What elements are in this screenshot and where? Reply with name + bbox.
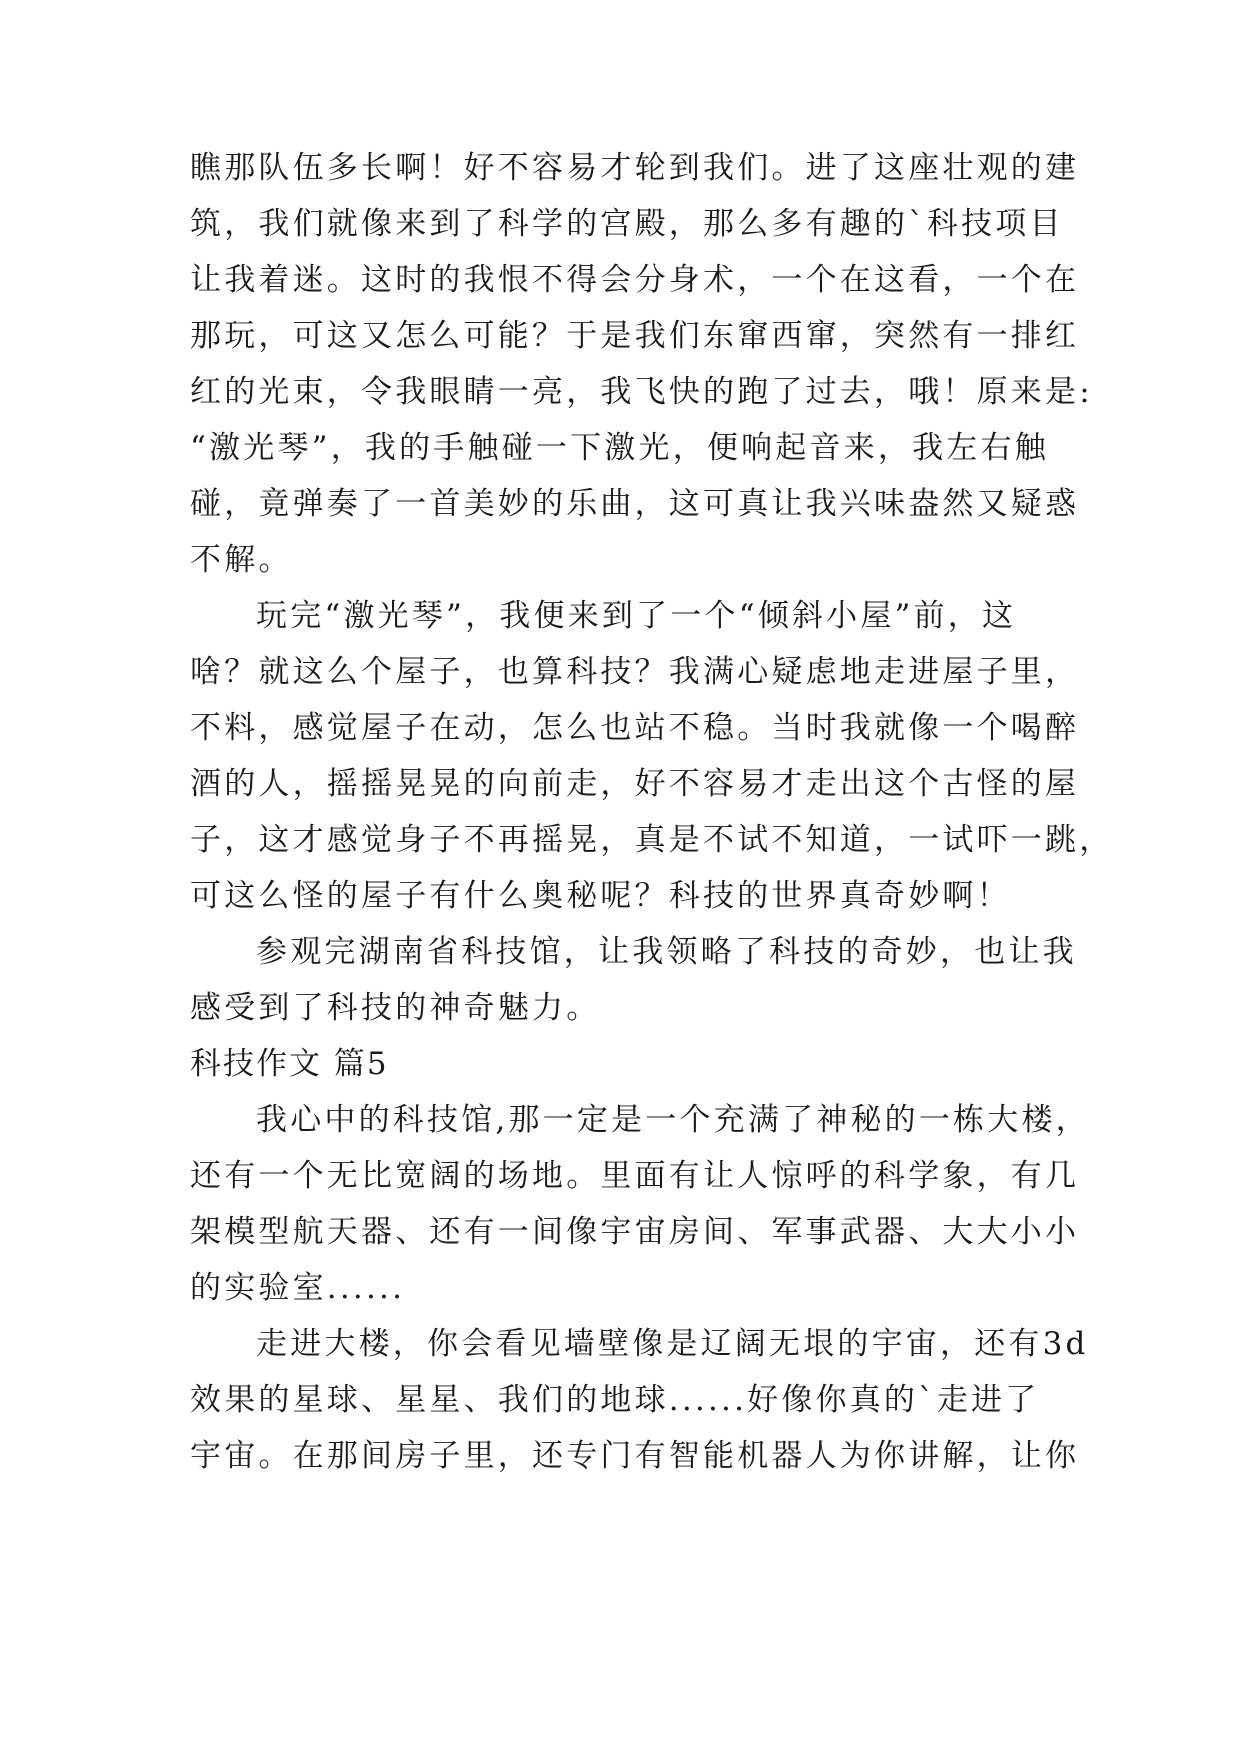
text-line: 酒的人，摇摇晃晃的向前走，好不容易才走出这个古怪的屋 [190, 766, 1080, 802]
text-line: 让我着迷。这时的我恨不得会分身术，一个在这看，一个在 [190, 262, 1080, 298]
text-line: 红的光束，令我眼睛一亮，我飞快的跑了过去，哦！原来是: [190, 374, 1093, 410]
text-line: 玩完“激光琴”，我便来到了一个“倾斜小屋”前，这 [256, 598, 1017, 634]
text-line: 效果的星球、星星、我们的地球......好像你真的`走进了 [190, 1382, 1040, 1418]
text-line: 参观完湖南省科技馆，让我领略了科技的奇妙，也让我 [256, 934, 1077, 970]
text-line: 的实验室...... [190, 1270, 406, 1306]
section-heading: 科技作文 篇5 [190, 1046, 389, 1082]
text-line: “激光琴”，我的手触碰一下激光，便响起音来，我左右触 [190, 430, 1049, 466]
text-line: 宇宙。在那间房子里，还专门有智能机器人为你讲解，让你 [190, 1438, 1080, 1474]
text-line: 可这么怪的屋子有什么奥秘呢？科技的世界真奇妙啊！ [190, 878, 1011, 914]
text-line: 子，这才感觉身子不再摇晃，真是不试不知道，一试吓一跳， [190, 822, 1114, 858]
text-line: 那玩，可这又怎么可能？于是我们东窜西窜，突然有一排红 [190, 318, 1080, 354]
text-line: 感受到了科技的神奇魅力。 [190, 990, 601, 1026]
text-line: 碰，竟弹奏了一首美妙的乐曲，这可真让我兴味盎然又疑惑 [190, 486, 1080, 522]
text-line: 走进大楼，你会看见墙壁像是辽阔无垠的宇宙，还有3d [256, 1326, 1089, 1362]
text-line: 还有一个无比宽阔的场地。里面有让人惊呼的科学象，有几 [190, 1158, 1080, 1194]
text-line: 筑，我们就像来到了科学的宫殿，那么多有趣的`科技项目 [190, 206, 1064, 242]
text-line: 架模型航天器、还有一间像宇宙房间、军事武器、大大小小 [190, 1214, 1080, 1250]
text-line: 瞧那队伍多长啊！好不容易才轮到我们。进了这座壮观的建 [190, 150, 1080, 186]
text-line: 我心中的科技馆,那一定是一个充满了神秘的一栋大楼， [256, 1102, 1090, 1138]
text-line: 不料，感觉屋子在动，怎么也站不稳。当时我就像一个喝醉 [190, 710, 1080, 746]
text-line: 不解。 [190, 542, 293, 578]
text-line: 啥？就这么个屋子，也算科技？我满心疑虑地走进屋子里， [190, 654, 1080, 690]
